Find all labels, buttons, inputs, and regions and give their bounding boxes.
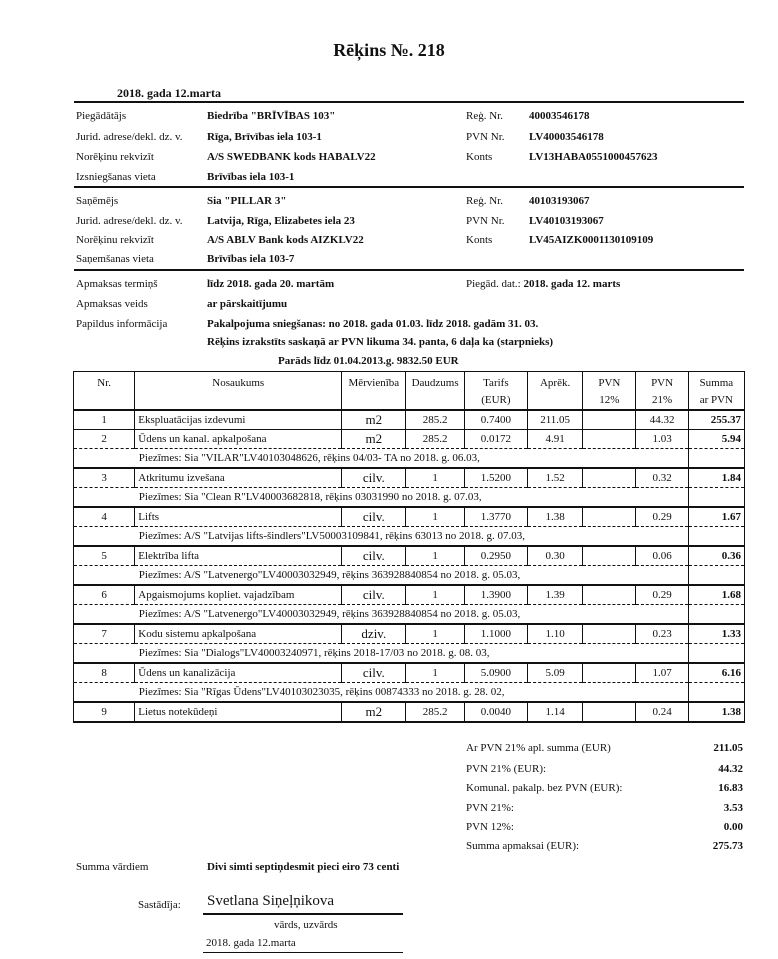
cell-nr: 5 (74, 546, 135, 566)
table-header-row (74, 372, 745, 411)
total-label: Summa apmaksai (EUR): (466, 840, 580, 852)
col-header-total (688, 372, 744, 411)
col-header-unit: Mērvienība (342, 372, 406, 411)
total-label: PVN 12%: (466, 821, 514, 833)
delivery-date-label: Piegād. dat.: (466, 278, 521, 290)
cell-total: 255.37 (688, 410, 744, 430)
signer-caption: vārds, uzvārds (274, 919, 338, 931)
total-value: 44.32 (718, 763, 743, 775)
table-row (74, 546, 745, 566)
additional-info-label: Papildus informācija (76, 318, 168, 330)
total-value: 211.05 (713, 742, 743, 754)
note-row (74, 488, 745, 508)
col-header-vat12 (583, 372, 636, 411)
cell-tariff: 0.0172 (464, 430, 527, 449)
cell-vat12 (583, 507, 636, 527)
cell-name: Lifts (135, 507, 342, 527)
cell-vat21: 1.07 (636, 663, 688, 683)
header-line: 21% (651, 394, 673, 406)
col-header-calc: Aprēk. (528, 372, 583, 411)
note-spacer (74, 605, 135, 625)
cell-unit: cilv. (342, 507, 406, 527)
receiver-bank: A/S ABLV Bank kods AIZKLV22 (207, 234, 364, 246)
cell-calc: 1.38 (528, 507, 583, 527)
col-header-qty: Daudzums (406, 372, 464, 411)
cell-unit: m2 (342, 410, 406, 430)
cell-vat12 (583, 468, 636, 488)
cell-calc: 1.39 (528, 585, 583, 605)
cell-vat21: 1.03 (636, 430, 688, 449)
receiver-name: Sia "PILLAR 3" (207, 195, 287, 207)
divider (74, 101, 744, 103)
header-line: PVN (651, 377, 674, 389)
total-label: Ar PVN 21% apl. summa (EUR) (466, 742, 611, 754)
supplier-vat-label: PVN Nr. (466, 131, 505, 143)
cell-vat12 (583, 702, 636, 722)
note-text: Piezīmes: A/S "Latvijas lifts-šindlers"LV50003109841, rēķins 63013 no 2018. g. 07.03, (135, 527, 688, 547)
cell-tariff: 0.7400 (464, 410, 527, 430)
cell-unit: cilv. (342, 663, 406, 683)
table-row (74, 430, 745, 449)
supplier-reg: 40003546178 (529, 110, 590, 122)
note-text: Piezīmes: A/S "Latvenergo"LV40003032949, rēķins 363928840854 no 2018. g. 05.03, (135, 605, 688, 625)
cell-nr: 9 (74, 702, 135, 722)
total-value: 0.00 (723, 821, 743, 833)
cell-unit: cilv. (342, 468, 406, 488)
receiver-place-label: Saņemšanas vieta (76, 253, 154, 265)
cell-name: Ūdens un kanalizācija (135, 663, 342, 683)
cell-vat21: 0.32 (636, 468, 688, 488)
delivery-date-value: 2018. gada 12. marts (523, 278, 621, 290)
cell-nr: 7 (74, 624, 135, 644)
cell-name: Lietus notekūdeņi (135, 702, 342, 722)
cell-tariff: 5.0900 (464, 663, 527, 683)
cell-name: Ekspluatācijas izdevumi (135, 410, 342, 430)
col-header-name: Nosaukums (135, 372, 342, 411)
cell-total: 1.67 (688, 507, 744, 527)
cell-unit: cilv. (342, 585, 406, 605)
header-line: Summa (699, 377, 734, 389)
note-total-spacer (688, 605, 744, 625)
signed-label: Sastādīja: (138, 899, 181, 911)
cell-vat21: 0.24 (636, 702, 688, 722)
header-line: ar PVN (699, 394, 733, 406)
note-row (74, 566, 745, 586)
supplier-address-label: Jurid. adrese/dekl. dz. v. (76, 131, 183, 143)
cell-vat21: 0.23 (636, 624, 688, 644)
cell-calc: 211.05 (528, 410, 583, 430)
payment-method-label: Apmaksas veids (76, 298, 148, 310)
cell-total: 1.84 (688, 468, 744, 488)
note-text: Piezīmes: Sia "Rīgas Ūdens"LV40103023035, rēķins 00874333 no 2018. g. 28. 02, (135, 683, 688, 703)
header-line: Tarifs (483, 377, 509, 389)
receiver-place: Brīvības iela 103-7 (207, 253, 295, 265)
cell-tariff: 1.1000 (464, 624, 527, 644)
additional-info-line2: Rēķins izrakstīts saskaņā ar PVN likuma 34. panta, 6 daļa ka (starpnieks) (207, 336, 554, 348)
note-total-spacer (688, 644, 744, 664)
col-header-nr: Nr. (74, 372, 135, 411)
supplier-label: Piegādātājs (76, 110, 127, 122)
supplier-bank-label: Norēķinu rekvizīt (76, 151, 154, 163)
note-spacer (74, 527, 135, 547)
table-row (74, 702, 745, 722)
cell-tariff: 1.5200 (464, 468, 527, 488)
note-row (74, 449, 745, 469)
cell-qty: 285.2 (406, 430, 464, 449)
cell-qty: 285.2 (406, 702, 464, 722)
cell-qty: 285.2 (406, 410, 464, 430)
cell-qty: 1 (406, 663, 464, 683)
payment-method: ar pārskaitījumu (207, 298, 288, 310)
cell-qty: 1 (406, 624, 464, 644)
note-spacer (74, 683, 135, 703)
header-line: PVN (598, 377, 621, 389)
note-total-spacer (688, 527, 744, 547)
table-row (74, 410, 745, 430)
cell-total: 1.33 (688, 624, 744, 644)
cell-vat21: 0.06 (636, 546, 688, 566)
cell-unit: m2 (342, 430, 406, 449)
cell-vat12 (583, 624, 636, 644)
table-row (74, 585, 745, 605)
cell-vat12 (583, 410, 636, 430)
note-spacer (74, 566, 135, 586)
cell-tariff: 1.3770 (464, 507, 527, 527)
sum-words: Divi simti septiņdesmit pieci eiro 73 centi (207, 861, 400, 873)
supplier-place-label: Izsniegšanas vieta (76, 171, 156, 183)
payment-term-label: Apmaksas termiņš (76, 278, 158, 290)
payment-term: līdz 2018. gada 20. martām (207, 278, 335, 290)
receiver-account: LV45AIZK0001130109109 (529, 234, 654, 246)
note-row (74, 527, 745, 547)
receiver-account-label: Konts (466, 234, 493, 246)
total-value: 3.53 (723, 802, 743, 814)
cell-calc: 4.91 (528, 430, 583, 449)
table-row (74, 624, 745, 644)
total-value: 16.83 (718, 782, 743, 794)
grand-total-value: 275.73 (712, 840, 743, 852)
receiver-label: Saņēmējs (76, 195, 119, 207)
invoice-date: 2018. gada 12.marta (117, 86, 221, 100)
supplier-reg-label: Reģ. Nr. (466, 110, 503, 122)
cell-calc: 1.10 (528, 624, 583, 644)
cell-tariff: 0.0040 (464, 702, 527, 722)
cell-unit: cilv. (342, 546, 406, 566)
note-text: Piezīmes: A/S "Latvenergo"LV40003032949, rēķins 363928840854 no 2018. g. 05.03, (135, 566, 688, 586)
cell-vat21: 0.29 (636, 585, 688, 605)
supplier-name: Biedrība "BRĪVĪBAS 103" (207, 110, 336, 122)
cell-qty: 1 (406, 468, 464, 488)
divider (74, 186, 744, 188)
items-body (74, 410, 745, 722)
receiver-address: Latvija, Rīga, Elizabetes iela 23 (207, 215, 355, 227)
cell-name: Kodu sistemu apkalpošana (135, 624, 342, 644)
cell-vat12 (583, 585, 636, 605)
cell-name: Ūdens un kanal. apkalpošana (135, 430, 342, 449)
col-header-vat21 (636, 372, 688, 411)
receiver-address-label: Jurid. adrese/dekl. dz. v. (76, 215, 183, 227)
cell-total: 0.36 (688, 546, 744, 566)
supplier-vat: LV40003546178 (529, 131, 604, 143)
cell-calc: 5.09 (528, 663, 583, 683)
invoice-title: Rēķins №. 218 (333, 40, 445, 60)
table-row (74, 468, 745, 488)
total-label: PVN 21% (EUR): (466, 763, 547, 775)
table-row (74, 507, 745, 527)
receiver-reg: 40103193067 (529, 195, 590, 207)
note-spacer (74, 488, 135, 508)
cell-nr: 4 (74, 507, 135, 527)
cell-total: 6.16 (688, 663, 744, 683)
cell-calc: 1.52 (528, 468, 583, 488)
cell-vat21: 44.32 (636, 410, 688, 430)
note-text: Piezīmes: Sia "Dialogs"LV40003240971, rēķins 2018-17/03 no 2018. g. 08. 03, (135, 644, 688, 664)
cell-calc: 0.30 (528, 546, 583, 566)
note-row (74, 605, 745, 625)
cell-nr: 1 (74, 410, 135, 430)
receiver-bank-label: Norēķinu rekvizīt (76, 234, 154, 246)
items-table (73, 371, 745, 723)
debt-note: Parāds līdz 01.04.2013.g. 9832.50 EUR (278, 355, 459, 367)
header-line: (EUR) (481, 394, 511, 406)
receiver-vat: LV40103193067 (529, 215, 604, 227)
delivery-date (466, 278, 620, 290)
cell-qty: 1 (406, 585, 464, 605)
cell-nr: 8 (74, 663, 135, 683)
note-spacer (74, 644, 135, 664)
supplier-bank: A/S SWEDBANK kods HABALV22 (207, 151, 376, 163)
cell-unit: dziv. (342, 624, 406, 644)
cell-total: 5.94 (688, 430, 744, 449)
supplier-place: Brīvības iela 103-1 (207, 171, 295, 183)
cell-qty: 1 (406, 507, 464, 527)
signature-line (203, 913, 403, 915)
cell-total: 1.38 (688, 702, 744, 722)
cell-nr: 6 (74, 585, 135, 605)
note-row (74, 683, 745, 703)
note-total-spacer (688, 566, 744, 586)
total-label: PVN 21%: (466, 802, 514, 814)
note-total-spacer (688, 683, 744, 703)
cell-total: 1.68 (688, 585, 744, 605)
note-text: Piezīmes: Sia "VILAR"LV40103048626, rēķins 04/03- TA no 2018. g. 06.03, (135, 449, 688, 469)
cell-nr: 2 (74, 430, 135, 449)
divider (74, 269, 744, 271)
cell-vat12 (583, 546, 636, 566)
receiver-vat-label: PVN Nr. (466, 215, 505, 227)
cell-name: Apgaismojums kopliet. vajadzībam (135, 585, 342, 605)
supplier-account: LV13HABA0551000457623 (529, 151, 658, 163)
cell-vat12 (583, 663, 636, 683)
cell-nr: 3 (74, 468, 135, 488)
supplier-address: Rīga, Brīvības iela 103-1 (207, 131, 322, 143)
cell-tariff: 0.2950 (464, 546, 527, 566)
signer-name: Svetlana Siņeļņikova (207, 893, 335, 909)
cell-vat21: 0.29 (636, 507, 688, 527)
total-label: Komunal. pakalp. bez PVN (EUR): (466, 782, 623, 794)
cell-tariff: 1.3900 (464, 585, 527, 605)
cell-name: Elektrība lifta (135, 546, 342, 566)
additional-info-line1: Pakalpojuma sniegšanas: no 2018. gada 01.03. līdz 2018. gadām 31. 03. (207, 318, 539, 330)
header-line: 12% (599, 394, 620, 406)
sign-date: 2018. gada 12.marta (206, 937, 296, 949)
note-total-spacer (688, 488, 744, 508)
table-row (74, 663, 745, 683)
cell-name: Atkritumu izvešana (135, 468, 342, 488)
sum-words-label: Summa vārdiem (76, 861, 149, 873)
note-text: Piezīmes: Sia "Clean R"LV40003682818, rēķins 03031990 no 2018. g. 07.03, (135, 488, 688, 508)
supplier-account-label: Konts (466, 151, 493, 163)
note-total-spacer (688, 449, 744, 469)
receiver-reg-label: Reģ. Nr. (466, 195, 503, 207)
cell-vat12 (583, 430, 636, 449)
cell-unit: m2 (342, 702, 406, 722)
date-line (203, 952, 403, 953)
cell-qty: 1 (406, 546, 464, 566)
note-spacer (74, 449, 135, 469)
note-row (74, 644, 745, 664)
col-header-tariff (464, 372, 527, 411)
cell-calc: 1.14 (528, 702, 583, 722)
